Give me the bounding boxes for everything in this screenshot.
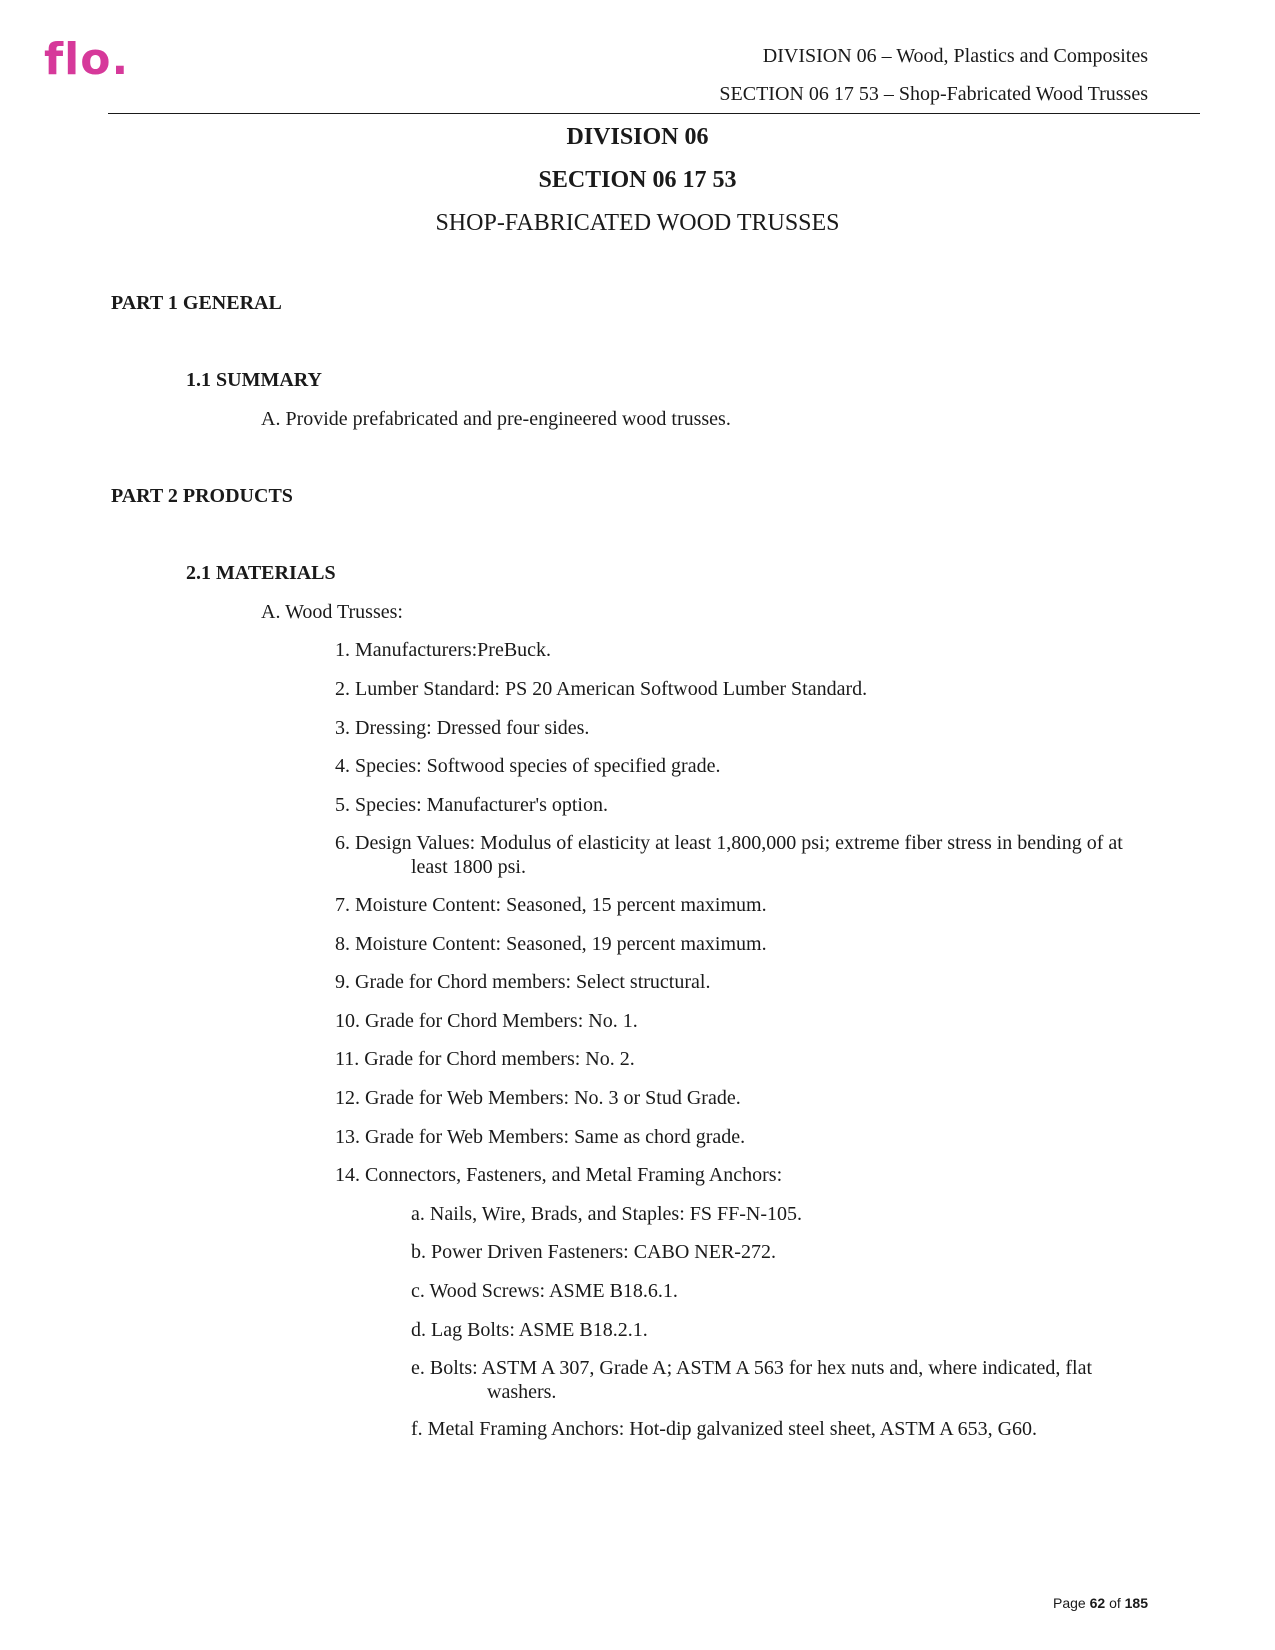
part1-heading: PART 1 GENERAL xyxy=(111,292,282,314)
title-division: DIVISION 06 xyxy=(566,124,709,150)
sub-list-item: d. Lag Bolts: ASME B18.2.1. xyxy=(411,1319,648,1341)
article-2-1: 2.1 MATERIALS xyxy=(186,562,336,584)
flo-logo: flo. xyxy=(44,34,130,85)
list-item: 6. Design Values: Modulus of elasticity at least 1,800,000 psi; extreme fiber stress in bending of at least 1800 psi. xyxy=(335,832,1123,878)
of-word: of xyxy=(1109,1595,1121,1611)
sub-list-item: c. Wood Screws: ASME B18.6.1. xyxy=(411,1280,678,1302)
list-item: 14. Connectors, Fasteners, and Metal Framing Anchors: xyxy=(335,1164,783,1186)
title-name: SHOP-FABRICATED WOOD TRUSSES xyxy=(435,210,840,236)
list-item: 11. Grade for Chord members: No. 2. xyxy=(335,1048,635,1070)
article-1-1: 1.1 SUMMARY xyxy=(186,369,322,391)
list-item: 10. Grade for Chord Members: No. 1. xyxy=(335,1010,638,1032)
list-item: 13. Grade for Web Members: Same as chord grade. xyxy=(335,1126,746,1148)
title-section: SECTION 06 17 53 xyxy=(538,167,737,193)
header-section: SECTION 06 17 53 – Shop-Fabricated Wood Trusses xyxy=(719,83,1148,105)
list-item: 5. Species: Manufacturer's option. xyxy=(335,794,608,816)
page-word: Page xyxy=(1053,1595,1086,1611)
list-item: 4. Species: Softwood species of specified grade. xyxy=(335,755,721,777)
part2-heading: PART 2 PRODUCTS xyxy=(111,485,293,507)
list-item: 3. Dressing: Dressed four sides. xyxy=(335,717,590,739)
paragraph-2-1-a: A. Wood Trusses: xyxy=(261,601,403,623)
total-pages: 185 xyxy=(1124,1595,1148,1611)
sub-list-item: b. Power Driven Fasteners: CABO NER-272. xyxy=(411,1241,776,1263)
sub-list-item: e. Bolts: ASTM A 307, Grade A; ASTM A 563 for hex nuts and, where indicated, flat washers. xyxy=(411,1357,1093,1403)
list-item: 1. Manufacturers:PreBuck. xyxy=(335,639,552,661)
list-item: 7. Moisture Content: Seasoned, 15 percent maximum. xyxy=(335,894,767,916)
list-item: 9. Grade for Chord members: Select structural. xyxy=(335,971,711,993)
list-item: 12. Grade for Web Members: No. 3 or Stud Grade. xyxy=(335,1087,741,1109)
paragraph-1-1-a: A. Provide prefabricated and pre-engineered wood trusses. xyxy=(261,408,731,430)
header-rule xyxy=(108,113,1200,114)
page-number: 62 xyxy=(1089,1595,1106,1611)
sub-list-item: a. Nails, Wire, Brads, and Staples: FS FF-N-105. xyxy=(411,1203,803,1225)
header-division: DIVISION 06 – Wood, Plastics and Composites xyxy=(762,45,1148,67)
page-footer xyxy=(1053,1595,1148,1611)
list-item: 8. Moisture Content: Seasoned, 19 percent maximum. xyxy=(335,933,767,955)
sub-list-item: f. Metal Framing Anchors: Hot-dip galvanized steel sheet, ASTM A 653, G60. xyxy=(411,1418,1038,1440)
list-item: 2. Lumber Standard: PS 20 American Softwood Lumber Standard. xyxy=(335,678,868,700)
